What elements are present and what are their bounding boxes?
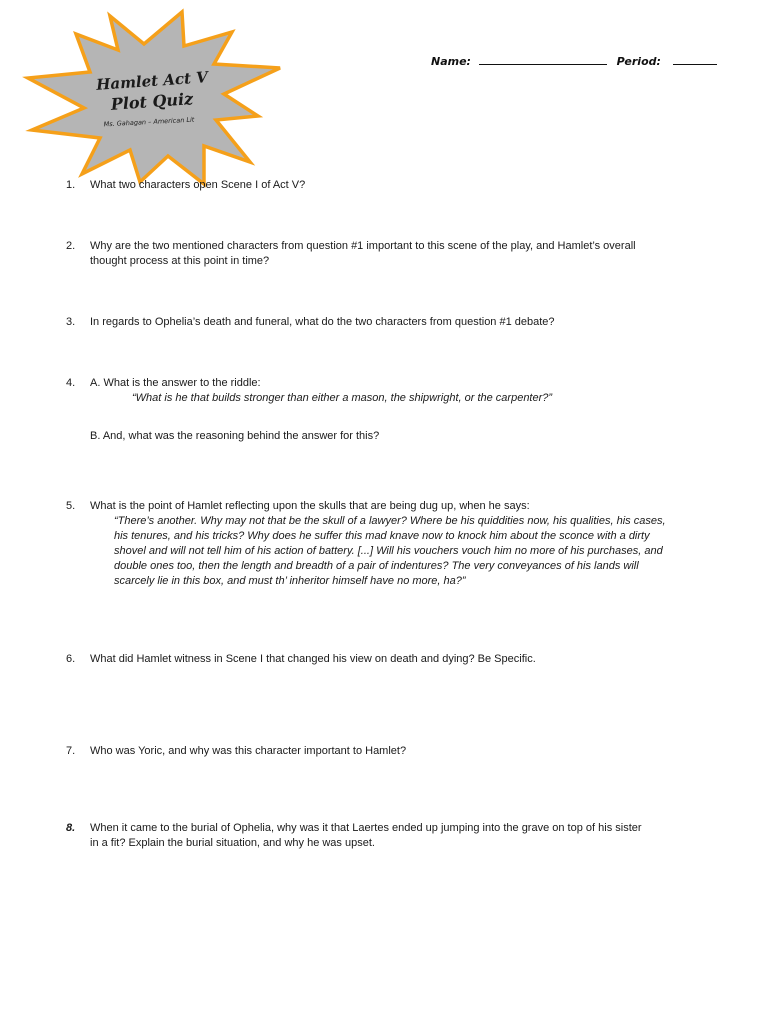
question-text: What is the point of Hamlet reflecting upon the skulls that are being dug up, when he says: (90, 500, 530, 512)
question-text: In regards to Ophelia’s death and funeral, what do the two characters from question #1 debate? (90, 316, 555, 328)
badge-title-line1: Hamlet Act V (95, 68, 209, 94)
question-number: 6. (66, 653, 76, 665)
question-text: thought process at this point in time? (90, 255, 270, 267)
question-text: When it came to the burial of Ophelia, why was it that Laertes ended up jumping into the grave on top of his sister (90, 822, 642, 834)
skull-quote-line: scarcely lie in this box, and must th’ inheritor himself have no more, ha?” (114, 575, 466, 587)
question-number: 3. (66, 316, 76, 328)
question-text: A. What is the answer to the riddle: (90, 377, 261, 389)
question-text: Why are the two mentioned characters from question #1 important to this scene of the play, and Hamlet’s overall (90, 240, 636, 252)
question-number: 2. (66, 240, 76, 252)
title-badge (18, 8, 290, 188)
name-blank[interactable] (479, 53, 607, 65)
question-text: What did Hamlet witness in Scene I that changed his view on death and dying? Be Specific. (90, 653, 536, 665)
riddle-quote: “What is he that builds stronger than either a mason, the shipwright, or the carpenter?” (132, 392, 553, 404)
student-info-row (431, 53, 717, 68)
period-label: Period: (616, 55, 661, 68)
period-blank[interactable] (673, 53, 717, 65)
question-number: 7. (66, 745, 76, 757)
question-number: 5. (66, 500, 76, 512)
question-number: 4. (66, 377, 76, 389)
badge-title-line2: Plot Quiz (110, 89, 194, 114)
name-label: Name: (431, 55, 471, 68)
skull-quote-line: “There’s another. Why may not that be the skull of a lawyer? Where be his quiddities now, his qualities, his cases, (114, 515, 666, 527)
question-text: What two characters open Scene I of Act V? (90, 179, 306, 191)
question-text: Who was Yoric, and why was this character important to Hamlet? (90, 745, 407, 757)
question-number: 8. (66, 822, 76, 834)
question-part-b: B. And, what was the reasoning behind the answer for this? (90, 430, 380, 442)
question-number: 1. (66, 179, 76, 191)
skull-quote-line: shovel and will not tell him of his action of battery. [...] Will his vouchers vouch him no more of his purchases, and (114, 545, 663, 557)
question-text: in a fit? Explain the burial situation, and why he was upset. (90, 837, 375, 849)
skull-quote-line: double ones too, then the length and breadth of a pair of indentures? The very conveyances of his lands will (114, 560, 639, 572)
badge-subtitle: Ms. Gahagan – American Lit (103, 115, 195, 129)
skull-quote-line: his tenures, and his tricks? Why does he suffer this mad knave now to knock him about the sconce with a dirty (114, 530, 650, 542)
